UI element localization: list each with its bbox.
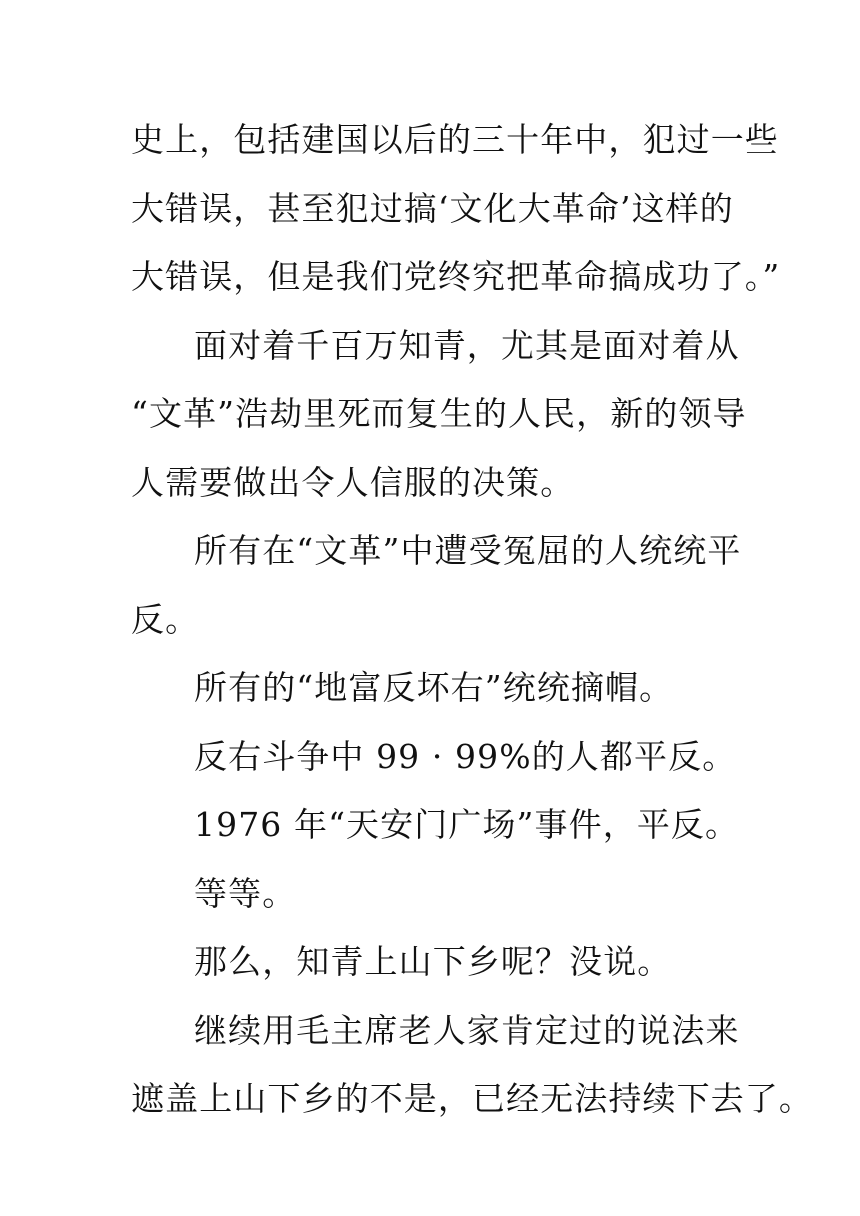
text-line: 遮盖上山下乡的不是，已经无法持续下去了。 (131, 1079, 813, 1118)
text-line: 所有的“地富反坏右”统统摘帽。 (194, 668, 674, 707)
text-line: “文革”浩劫里死而复生的人民，新的领导 (131, 394, 747, 433)
body-text (131, 106, 813, 1134)
text-line: 等等。 (194, 873, 297, 913)
text-line: 人需要做出令人信服的决策。 (131, 462, 575, 502)
text-line: 反。 (131, 599, 200, 639)
text-line: 大错误，但是我们党终究把革命搞成功了。” (131, 257, 781, 296)
text-line: 所有在“文革”中遭受冤屈的人统统平 (194, 531, 742, 570)
text-line: 反右斗争中 99 · 99%的人都平反。 (194, 736, 737, 776)
text-line: 面对着千百万知青，尤其是面对着从 (194, 325, 740, 365)
text-line: 那么，知青上山下乡呢？没说。 (194, 942, 672, 981)
text-line: 大错误，甚至犯过搞‘文化大革命’这样的 (131, 188, 734, 228)
text-line: 史上，包括建国以后的三十年中，犯过一些 (131, 120, 779, 159)
text-line: 继续用毛主席老人家肯定过的说法来 (194, 1010, 740, 1050)
text-line: 1976 年“天安门广场”事件，平反。 (194, 805, 740, 844)
